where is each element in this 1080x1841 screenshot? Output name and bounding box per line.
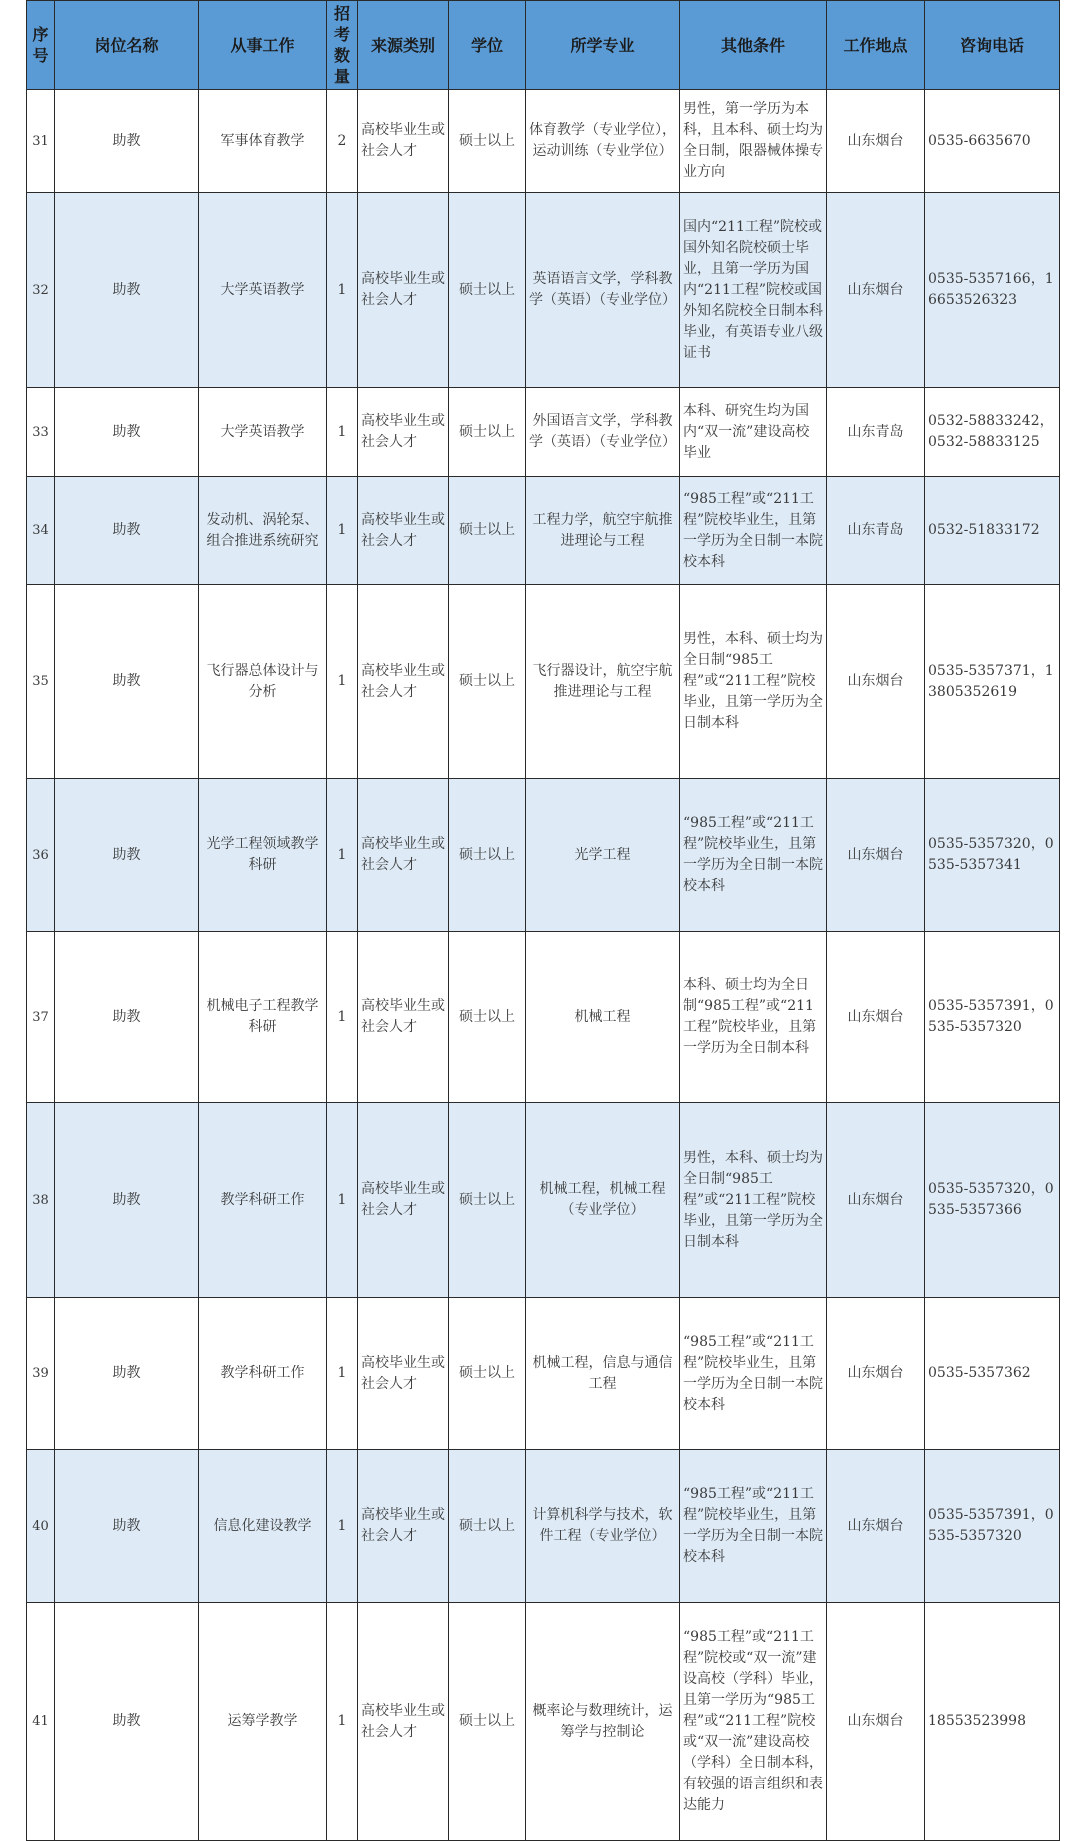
cell-idx: 32 xyxy=(27,193,55,388)
cell-phone: 0535-5357320，0535-5357341 xyxy=(925,779,1060,932)
cell-major: 英语语言文学，学科教学（英语）（专业学位） xyxy=(526,193,680,388)
table-header xyxy=(27,1,1060,90)
cell-major: 计算机科学与技术，软件工程（专业学位） xyxy=(526,1450,680,1603)
cell-source: 高校毕业生或社会人才 xyxy=(358,477,449,585)
cell-source: 高校毕业生或社会人才 xyxy=(358,1103,449,1298)
cell-major: 概率论与数理统计，运筹学与控制论 xyxy=(526,1603,680,1841)
cell-post: 助教 xyxy=(55,477,199,585)
table-row xyxy=(27,477,1060,585)
cell-work: 发动机、涡轮泵、组合推进系统研究 xyxy=(199,477,327,585)
cell-location: 山东烟台 xyxy=(827,1450,925,1603)
cell-degree: 硕士以上 xyxy=(449,1103,526,1298)
cell-phone: 0535-5357371，13805352619 xyxy=(925,585,1060,779)
table-row xyxy=(27,1298,1060,1450)
cell-phone: 0532-51833172 xyxy=(925,477,1060,585)
cell-degree: 硕士以上 xyxy=(449,1450,526,1603)
cell-post: 助教 xyxy=(55,388,199,477)
table-row xyxy=(27,1450,1060,1603)
cell-major: 机械工程，信息与通信工程 xyxy=(526,1298,680,1450)
cell-post: 助教 xyxy=(55,1103,199,1298)
table-row xyxy=(27,90,1060,193)
cell-post: 助教 xyxy=(55,90,199,193)
header-idx: 序号 xyxy=(27,1,55,90)
table-row xyxy=(27,585,1060,779)
cell-phone: 0535-6635670 xyxy=(925,90,1060,193)
cell-degree: 硕士以上 xyxy=(449,477,526,585)
cell-conditions: “985工程”或“211工程”院校毕业生，且第一学历为全日制一本院校本科 xyxy=(680,1298,827,1450)
cell-count: 1 xyxy=(327,193,358,388)
recruitment-table xyxy=(26,0,1060,1841)
cell-work: 光学工程领域教学科研 xyxy=(199,779,327,932)
cell-source: 高校毕业生或社会人才 xyxy=(358,193,449,388)
cell-conditions: 男性，第一学历为本科，且本科、硕士均为全日制，限器械体操专业方向 xyxy=(680,90,827,193)
cell-major: 光学工程 xyxy=(526,779,680,932)
cell-degree: 硕士以上 xyxy=(449,90,526,193)
cell-location: 山东烟台 xyxy=(827,90,925,193)
cell-work: 教学科研工作 xyxy=(199,1298,327,1450)
cell-post: 助教 xyxy=(55,932,199,1103)
table-row xyxy=(27,779,1060,932)
cell-conditions: 男性，本科、硕士均为全日制“985工程”或“211工程”院校毕业，且第一学历为全日制本科 xyxy=(680,585,827,779)
cell-source: 高校毕业生或社会人才 xyxy=(358,1450,449,1603)
header-count: 招考数量 xyxy=(327,1,358,90)
header-phone: 咨询电话 xyxy=(925,1,1060,90)
cell-conditions: “985工程”或“211工程”院校毕业生，且第一学历为全日制一本院校本科 xyxy=(680,779,827,932)
cell-post: 助教 xyxy=(55,193,199,388)
cell-idx: 34 xyxy=(27,477,55,585)
cell-degree: 硕士以上 xyxy=(449,388,526,477)
cell-work: 信息化建设教学 xyxy=(199,1450,327,1603)
header-conditions: 其他条件 xyxy=(680,1,827,90)
cell-conditions: 本科、硕士均为全日制“985工程”或“211工程”院校毕业，且第一学历为全日制本科 xyxy=(680,932,827,1103)
cell-count: 1 xyxy=(327,1298,358,1450)
cell-source: 高校毕业生或社会人才 xyxy=(358,932,449,1103)
cell-source: 高校毕业生或社会人才 xyxy=(358,585,449,779)
cell-location: 山东青岛 xyxy=(827,477,925,585)
table-row xyxy=(27,193,1060,388)
cell-phone: 0535-5357391，0535-5357320 xyxy=(925,1450,1060,1603)
table-row xyxy=(27,1103,1060,1298)
header-post: 岗位名称 xyxy=(55,1,199,90)
cell-source: 高校毕业生或社会人才 xyxy=(358,779,449,932)
cell-idx: 33 xyxy=(27,388,55,477)
cell-phone: 0535-5357166，16653526323 xyxy=(925,193,1060,388)
header-location: 工作地点 xyxy=(827,1,925,90)
header-work: 从事工作 xyxy=(199,1,327,90)
cell-idx: 40 xyxy=(27,1450,55,1603)
cell-work: 飞行器总体设计与分析 xyxy=(199,585,327,779)
cell-count: 2 xyxy=(327,90,358,193)
cell-degree: 硕士以上 xyxy=(449,1603,526,1841)
cell-idx: 39 xyxy=(27,1298,55,1450)
cell-idx: 36 xyxy=(27,779,55,932)
cell-source: 高校毕业生或社会人才 xyxy=(358,1298,449,1450)
cell-location: 山东烟台 xyxy=(827,779,925,932)
cell-phone: 18553523998 xyxy=(925,1603,1060,1841)
cell-post: 助教 xyxy=(55,779,199,932)
cell-major: 机械工程 xyxy=(526,932,680,1103)
cell-count: 1 xyxy=(327,1103,358,1298)
header-degree: 学位 xyxy=(449,1,526,90)
cell-conditions: “985工程”或“211工程”院校或“双一流”建设高校（学科）毕业，且第一学历为“985工程”或“211工程”院校或“双一流”建设高校（学科）全日制本科，有较强的语言组织和表达能力 xyxy=(680,1603,827,1841)
cell-degree: 硕士以上 xyxy=(449,193,526,388)
cell-phone: 0532-58833242，0532-58833125 xyxy=(925,388,1060,477)
cell-degree: 硕士以上 xyxy=(449,1298,526,1450)
cell-idx: 31 xyxy=(27,90,55,193)
cell-idx: 38 xyxy=(27,1103,55,1298)
cell-location: 山东烟台 xyxy=(827,932,925,1103)
cell-count: 1 xyxy=(327,388,358,477)
cell-location: 山东青岛 xyxy=(827,388,925,477)
cell-source: 高校毕业生或社会人才 xyxy=(358,1603,449,1841)
cell-work: 机械电子工程教学科研 xyxy=(199,932,327,1103)
cell-post: 助教 xyxy=(55,1603,199,1841)
cell-idx: 41 xyxy=(27,1603,55,1841)
cell-count: 1 xyxy=(327,779,358,932)
cell-count: 1 xyxy=(327,1450,358,1603)
cell-post: 助教 xyxy=(55,1298,199,1450)
cell-major: 体育教学（专业学位），运动训练（专业学位） xyxy=(526,90,680,193)
header-source: 来源类别 xyxy=(358,1,449,90)
table-row xyxy=(27,1603,1060,1841)
cell-count: 1 xyxy=(327,477,358,585)
cell-work: 运筹学教学 xyxy=(199,1603,327,1841)
cell-post: 助教 xyxy=(55,1450,199,1603)
cell-count: 1 xyxy=(327,932,358,1103)
header-major: 所学专业 xyxy=(526,1,680,90)
cell-conditions: 国内“211工程”院校或国外知名院校硕士毕业，且第一学历为国内“211工程”院校或国外知名院校全日制本科毕业，有英语专业八级证书 xyxy=(680,193,827,388)
cell-location: 山东烟台 xyxy=(827,193,925,388)
cell-major: 机械工程，机械工程（专业学位） xyxy=(526,1103,680,1298)
cell-work: 教学科研工作 xyxy=(199,1103,327,1298)
cell-major: 外国语言文学，学科教学（英语）（专业学位） xyxy=(526,388,680,477)
table-row xyxy=(27,932,1060,1103)
cell-major: 飞行器设计，航空宇航推进理论与工程 xyxy=(526,585,680,779)
cell-idx: 35 xyxy=(27,585,55,779)
cell-conditions: “985工程”或“211工程”院校毕业生，且第一学历为全日制一本院校本科 xyxy=(680,477,827,585)
cell-work: 大学英语教学 xyxy=(199,388,327,477)
cell-source: 高校毕业生或社会人才 xyxy=(358,388,449,477)
table-body xyxy=(27,90,1060,1841)
cell-location: 山东烟台 xyxy=(827,1103,925,1298)
cell-phone: 0535-5357391，0535-5357320 xyxy=(925,932,1060,1103)
cell-conditions: “985工程”或“211工程”院校毕业生，且第一学历为全日制一本院校本科 xyxy=(680,1450,827,1603)
cell-phone: 0535-5357362 xyxy=(925,1298,1060,1450)
cell-idx: 37 xyxy=(27,932,55,1103)
cell-location: 山东烟台 xyxy=(827,1603,925,1841)
cell-count: 1 xyxy=(327,585,358,779)
cell-location: 山东烟台 xyxy=(827,1298,925,1450)
cell-conditions: 本科、研究生均为国内“双一流”建设高校毕业 xyxy=(680,388,827,477)
cell-phone: 0535-5357320，0535-5357366 xyxy=(925,1103,1060,1298)
cell-degree: 硕士以上 xyxy=(449,779,526,932)
table-row xyxy=(27,388,1060,477)
cell-degree: 硕士以上 xyxy=(449,585,526,779)
cell-post: 助教 xyxy=(55,585,199,779)
cell-degree: 硕士以上 xyxy=(449,932,526,1103)
cell-source: 高校毕业生或社会人才 xyxy=(358,90,449,193)
cell-work: 军事体育教学 xyxy=(199,90,327,193)
cell-work: 大学英语教学 xyxy=(199,193,327,388)
cell-location: 山东烟台 xyxy=(827,585,925,779)
cell-major: 工程力学，航空宇航推进理论与工程 xyxy=(526,477,680,585)
cell-conditions: 男性，本科、硕士均为全日制“985工程”或“211工程”院校毕业，且第一学历为全日制本科 xyxy=(680,1103,827,1298)
cell-count: 1 xyxy=(327,1603,358,1841)
